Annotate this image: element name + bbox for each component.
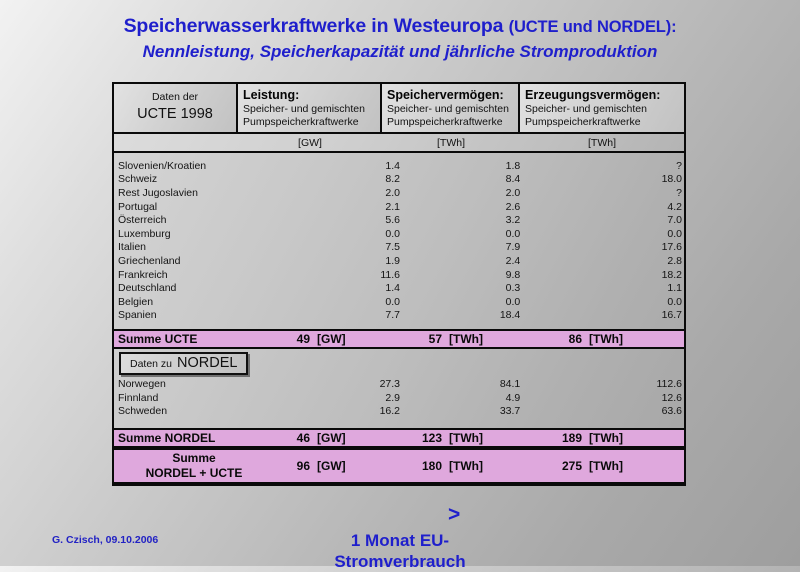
row-country-name: Portugal xyxy=(118,200,158,213)
row-leistung-value: 5.6 xyxy=(385,214,400,227)
row-erzeugung-value: 0.0 xyxy=(667,227,682,240)
row-country-name: Luxemburg xyxy=(118,227,171,240)
summary-ucte-speicher-value: 57 xyxy=(428,332,442,347)
row-speicher-value: 7.9 xyxy=(505,241,521,254)
row-country-name: Schweden xyxy=(118,405,168,418)
row-erzeugung-value: ? xyxy=(676,186,682,199)
row-country-name: Frankreich xyxy=(118,268,168,281)
row-erzeugung-value: 112.6 xyxy=(656,377,682,390)
row-speicher-value: 33.7 xyxy=(499,405,521,418)
summary-nordel-leistung-unit: [GW] xyxy=(317,430,346,445)
summary-total-erzeugung-unit: [TWh] xyxy=(589,458,623,473)
row-speicher-value: 4.9 xyxy=(505,391,521,404)
header-leistung-sub-1: Speicher- und gemischten xyxy=(243,103,365,115)
row-leistung-value: 2.0 xyxy=(385,186,400,199)
row-erzeugung-value: 1.1 xyxy=(667,282,682,295)
summary-nordel-erzeugung-unit: [TWh] xyxy=(589,430,623,445)
daten-zu-nordel-button[interactable] xyxy=(119,352,248,375)
row-country-name: Slovenien/Kroatien xyxy=(118,159,207,172)
table-row xyxy=(114,241,684,255)
row-speicher-value: 8.4 xyxy=(505,173,521,186)
row-speicher-value: 2.4 xyxy=(505,254,521,267)
row-erzeugung-value: 4.2 xyxy=(667,200,682,213)
summary-ucte-leistung-unit: [GW] xyxy=(317,332,346,347)
summary-ucte-erzeugung-value: 86 xyxy=(568,332,582,347)
row-speicher-value: 2.0 xyxy=(505,186,521,199)
bottom-annotation-line-2: Stromverbrauch xyxy=(334,552,466,571)
row-country-name: Rest Jugoslavien xyxy=(118,186,198,199)
summary-total-erzeugung-value: 275 xyxy=(561,458,582,473)
row-leistung-value: 16.2 xyxy=(379,405,400,418)
header-speicher-title: Speichervermögen: xyxy=(387,88,504,102)
summary-total-label-line-1: Summe xyxy=(172,450,216,465)
summary-row-ucte xyxy=(114,329,684,349)
header-cell-source xyxy=(114,84,238,132)
summary-row-total xyxy=(114,448,684,484)
row-leistung-value: 0.0 xyxy=(385,295,400,308)
table-row xyxy=(114,295,684,309)
row-country-name: Deutschland xyxy=(118,282,177,295)
summary-ucte-speicher-unit: [TWh] xyxy=(449,332,483,347)
units-cell-speicher: [TWh] xyxy=(437,136,465,149)
nordel-data-rows xyxy=(114,377,684,418)
summary-ucte-leistung-value: 49 xyxy=(296,332,310,347)
header-leistung-title: Leistung: xyxy=(243,88,300,102)
row-erzeugung-value: 7.0 xyxy=(667,214,682,227)
summary-total-label xyxy=(114,451,274,481)
row-country-name: Spanien xyxy=(118,309,157,322)
table-row xyxy=(114,186,684,200)
header-cell-erzeugungsvermoegen xyxy=(520,84,684,132)
table-row xyxy=(114,200,684,214)
slide-subtitle: Nennleistung, Speicherkapazität und jährliche Stromproduktion xyxy=(142,42,658,61)
greater-than-icon: > xyxy=(448,503,461,526)
row-erzeugung-value: 0.0 xyxy=(667,295,682,308)
row-speicher-value: 1.8 xyxy=(505,159,521,172)
row-leistung-value: 1.9 xyxy=(385,254,400,267)
author-credit: G. Czisch, 09.10.2006 xyxy=(52,534,159,546)
units-cell-leistung: [GW] xyxy=(298,136,322,149)
nordel-rows-spacer xyxy=(114,418,684,428)
header-source-line-2: UCTE 1998 xyxy=(137,106,213,122)
units-cell-erzeugung: [TWh] xyxy=(588,136,616,149)
table-header-row xyxy=(114,84,684,134)
row-speicher-value: 84.1 xyxy=(499,377,521,390)
row-leistung-value: 27.3 xyxy=(379,377,400,390)
summary-ucte-label: Summe UCTE xyxy=(118,332,198,347)
header-source-line-1: Daten der xyxy=(151,91,199,103)
summary-nordel-speicher-unit: [TWh] xyxy=(449,430,483,445)
summary-total-speicher-unit: [TWh] xyxy=(449,458,483,473)
header-speicher-sub-2: Pumpspeicherkraftwerke xyxy=(387,116,503,128)
row-erzeugung-value: 18.2 xyxy=(661,268,682,281)
row-erzeugung-value: ? xyxy=(676,159,682,172)
row-erzeugung-value: 12.6 xyxy=(661,391,682,404)
row-country-name: Finnland xyxy=(118,391,159,404)
row-country-name: Norwegen xyxy=(118,377,166,390)
row-country-name: Österreich xyxy=(118,214,167,227)
summary-nordel-label: Summe NORDEL xyxy=(118,430,216,445)
row-speicher-value: 0.0 xyxy=(505,295,521,308)
row-country-name: Belgien xyxy=(118,295,154,308)
summary-nordel-erzeugung-value: 189 xyxy=(561,430,582,445)
summary-row-nordel xyxy=(114,428,684,448)
row-leistung-value: 0.0 xyxy=(385,227,400,240)
row-erzeugung-value: 17.6 xyxy=(661,241,682,254)
row-speicher-value: 18.4 xyxy=(499,309,521,322)
row-speicher-value: 9.8 xyxy=(505,268,521,281)
table-row xyxy=(114,377,684,391)
row-leistung-value: 1.4 xyxy=(385,282,400,295)
table-units-row xyxy=(114,134,684,153)
row-leistung-value: 7.7 xyxy=(385,309,400,322)
header-cell-leistung xyxy=(238,84,382,132)
summary-total-leistung-value: 96 xyxy=(296,458,310,473)
table-row xyxy=(114,404,684,418)
nordel-button-label-small: Daten zu xyxy=(130,357,173,370)
row-speicher-value: 0.3 xyxy=(505,282,521,295)
summary-total-label-line-2: NORDEL + UCTE xyxy=(145,465,243,480)
header-erzeugung-sub-1: Speicher- und gemischten xyxy=(525,103,647,115)
summary-nordel-speicher-value: 123 xyxy=(421,430,442,445)
header-leistung-sub-2: Pumpspeicherkraftwerke xyxy=(243,116,359,128)
table-row xyxy=(114,309,684,323)
row-country-name: Schweiz xyxy=(118,173,158,186)
header-erzeugung-title: Erzeugungsvermögen: xyxy=(525,88,661,102)
table-row xyxy=(114,213,684,227)
row-leistung-value: 1.4 xyxy=(385,159,400,172)
title-main-text: Speicherwasserkraftwerke in Westeuropa xyxy=(123,15,504,37)
title-paren-text: (UCTE und NORDEL): xyxy=(508,18,677,36)
row-country-name: Griechenland xyxy=(118,254,181,267)
summary-total-leistung-unit: [GW] xyxy=(317,458,346,473)
summary-total-speicher-value: 180 xyxy=(421,458,442,473)
row-erzeugung-value: 18.0 xyxy=(661,173,682,186)
table-row xyxy=(114,391,684,405)
row-leistung-value: 11.6 xyxy=(380,268,400,281)
table-row xyxy=(114,281,684,295)
summary-nordel-leistung-value: 46 xyxy=(296,430,310,445)
table-row xyxy=(114,159,684,173)
header-cell-speichervermoegen xyxy=(382,84,520,132)
nordel-button-strip xyxy=(114,349,684,377)
summary-ucte-erzeugung-unit: [TWh] xyxy=(589,332,623,347)
row-speicher-value: 2.6 xyxy=(505,200,521,213)
table-row xyxy=(114,254,684,268)
row-erzeugung-value: 16.7 xyxy=(661,309,682,322)
row-erzeugung-value: 2.8 xyxy=(667,254,682,267)
header-speicher-sub-1: Speicher- und gemischten xyxy=(387,103,509,115)
slide-title-block xyxy=(0,14,800,63)
row-country-name: Italien xyxy=(118,241,147,254)
row-leistung-value: 2.1 xyxy=(385,200,400,213)
table-row xyxy=(114,173,684,187)
bottom-annotation-line-1: 1 Monat EU- xyxy=(350,531,450,550)
nordel-button-label-big: NORDEL xyxy=(177,354,238,371)
hydro-storage-table xyxy=(112,82,686,486)
table-row xyxy=(114,227,684,241)
row-speicher-value: 0.0 xyxy=(505,227,521,240)
row-leistung-value: 2.9 xyxy=(385,391,400,404)
row-speicher-value: 3.2 xyxy=(505,214,521,227)
ucte-data-rows xyxy=(114,153,684,329)
row-leistung-value: 7.5 xyxy=(385,241,400,254)
row-leistung-value: 8.2 xyxy=(385,173,400,186)
table-row xyxy=(114,268,684,282)
slide-title-line-1 xyxy=(0,14,800,39)
row-erzeugung-value: 63.6 xyxy=(661,405,682,418)
header-erzeugung-sub-2: Pumpspeicherkraftwerke xyxy=(525,116,641,128)
